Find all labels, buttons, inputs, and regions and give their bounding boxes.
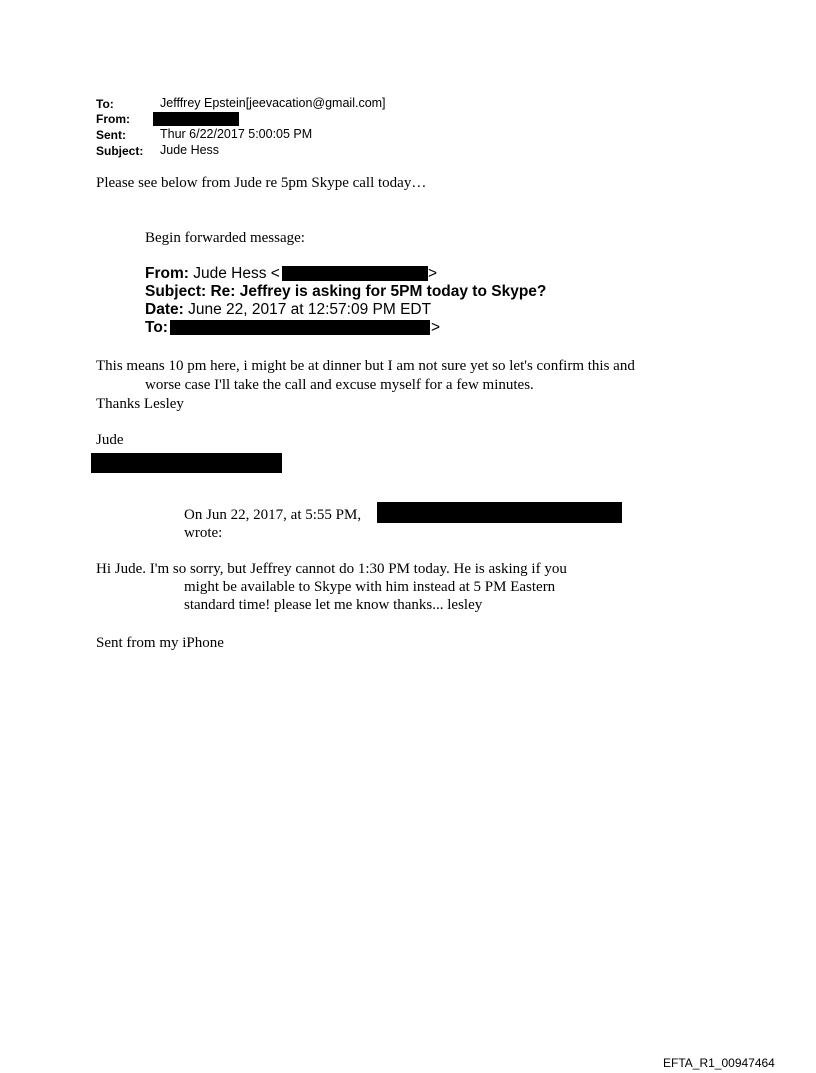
quote-on-line: On Jun 22, 2017, at 5:55 PM, — [184, 507, 362, 523]
quote-sent-from: Sent from my iPhone — [96, 635, 224, 651]
fwd-from-open: < — [270, 265, 280, 282]
intro-text: Please see below from Jude re 5pm Skype call today… — [96, 175, 427, 191]
reply-thanks: Thanks Lesley — [96, 396, 184, 412]
subject-value: Jude Hess — [160, 143, 220, 157]
subject-label: Subject: — [96, 144, 144, 158]
fwd-date-value: June 22, 2017 at 12:57:09 PM EDT — [188, 301, 432, 318]
reply-signature: Jude — [96, 432, 124, 448]
fwd-from-label: From: — [145, 265, 189, 282]
quote-line-1: Hi Jude. I'm so sorry, but Jeffrey cannot do 1:30 PM today. He is asking if you — [96, 561, 567, 577]
fwd-to-close: > — [431, 319, 441, 336]
redaction-block — [170, 320, 430, 335]
begin-forwarded-text: Begin forwarded message: — [145, 230, 305, 246]
fwd-subject-line: Subject: Re: Jeffrey is asking for 5PM today to Skype? — [145, 283, 547, 300]
from-label: From: — [96, 112, 130, 126]
fwd-from-value: Jude Hess — [193, 265, 267, 282]
sent-value: Thur 6/22/2017 5:00:05 PM — [160, 127, 313, 141]
reply-line-2: worse case I'll take the call and excuse myself for a few minutes. — [145, 377, 534, 393]
document-id: EFTA_R1_00947464 — [663, 1056, 775, 1070]
redaction-block — [91, 453, 282, 473]
redaction-block — [153, 112, 239, 126]
fwd-date-label: Date: — [145, 301, 184, 318]
reply-line-1: This means 10 pm here, i might be at dinner but I am not sure yet so let's confirm this and — [96, 358, 635, 374]
fwd-from-line — [145, 265, 280, 283]
fwd-date-line — [145, 301, 431, 319]
to-value: Jefffrey Epstein[jeevacation@gmail.com] — [160, 96, 386, 110]
to-label: To: — [96, 97, 114, 111]
redaction-block — [282, 266, 428, 281]
quote-wrote: wrote: — [184, 525, 223, 541]
sent-label: Sent: — [96, 128, 126, 142]
redaction-block — [377, 502, 622, 523]
fwd-from-close: > — [428, 265, 438, 282]
fwd-to-label: To: — [145, 319, 168, 336]
quote-line-3: standard time! please let me know thanks... lesley — [184, 597, 483, 613]
quote-line-2: might be available to Skype with him instead at 5 PM Eastern — [184, 579, 556, 595]
